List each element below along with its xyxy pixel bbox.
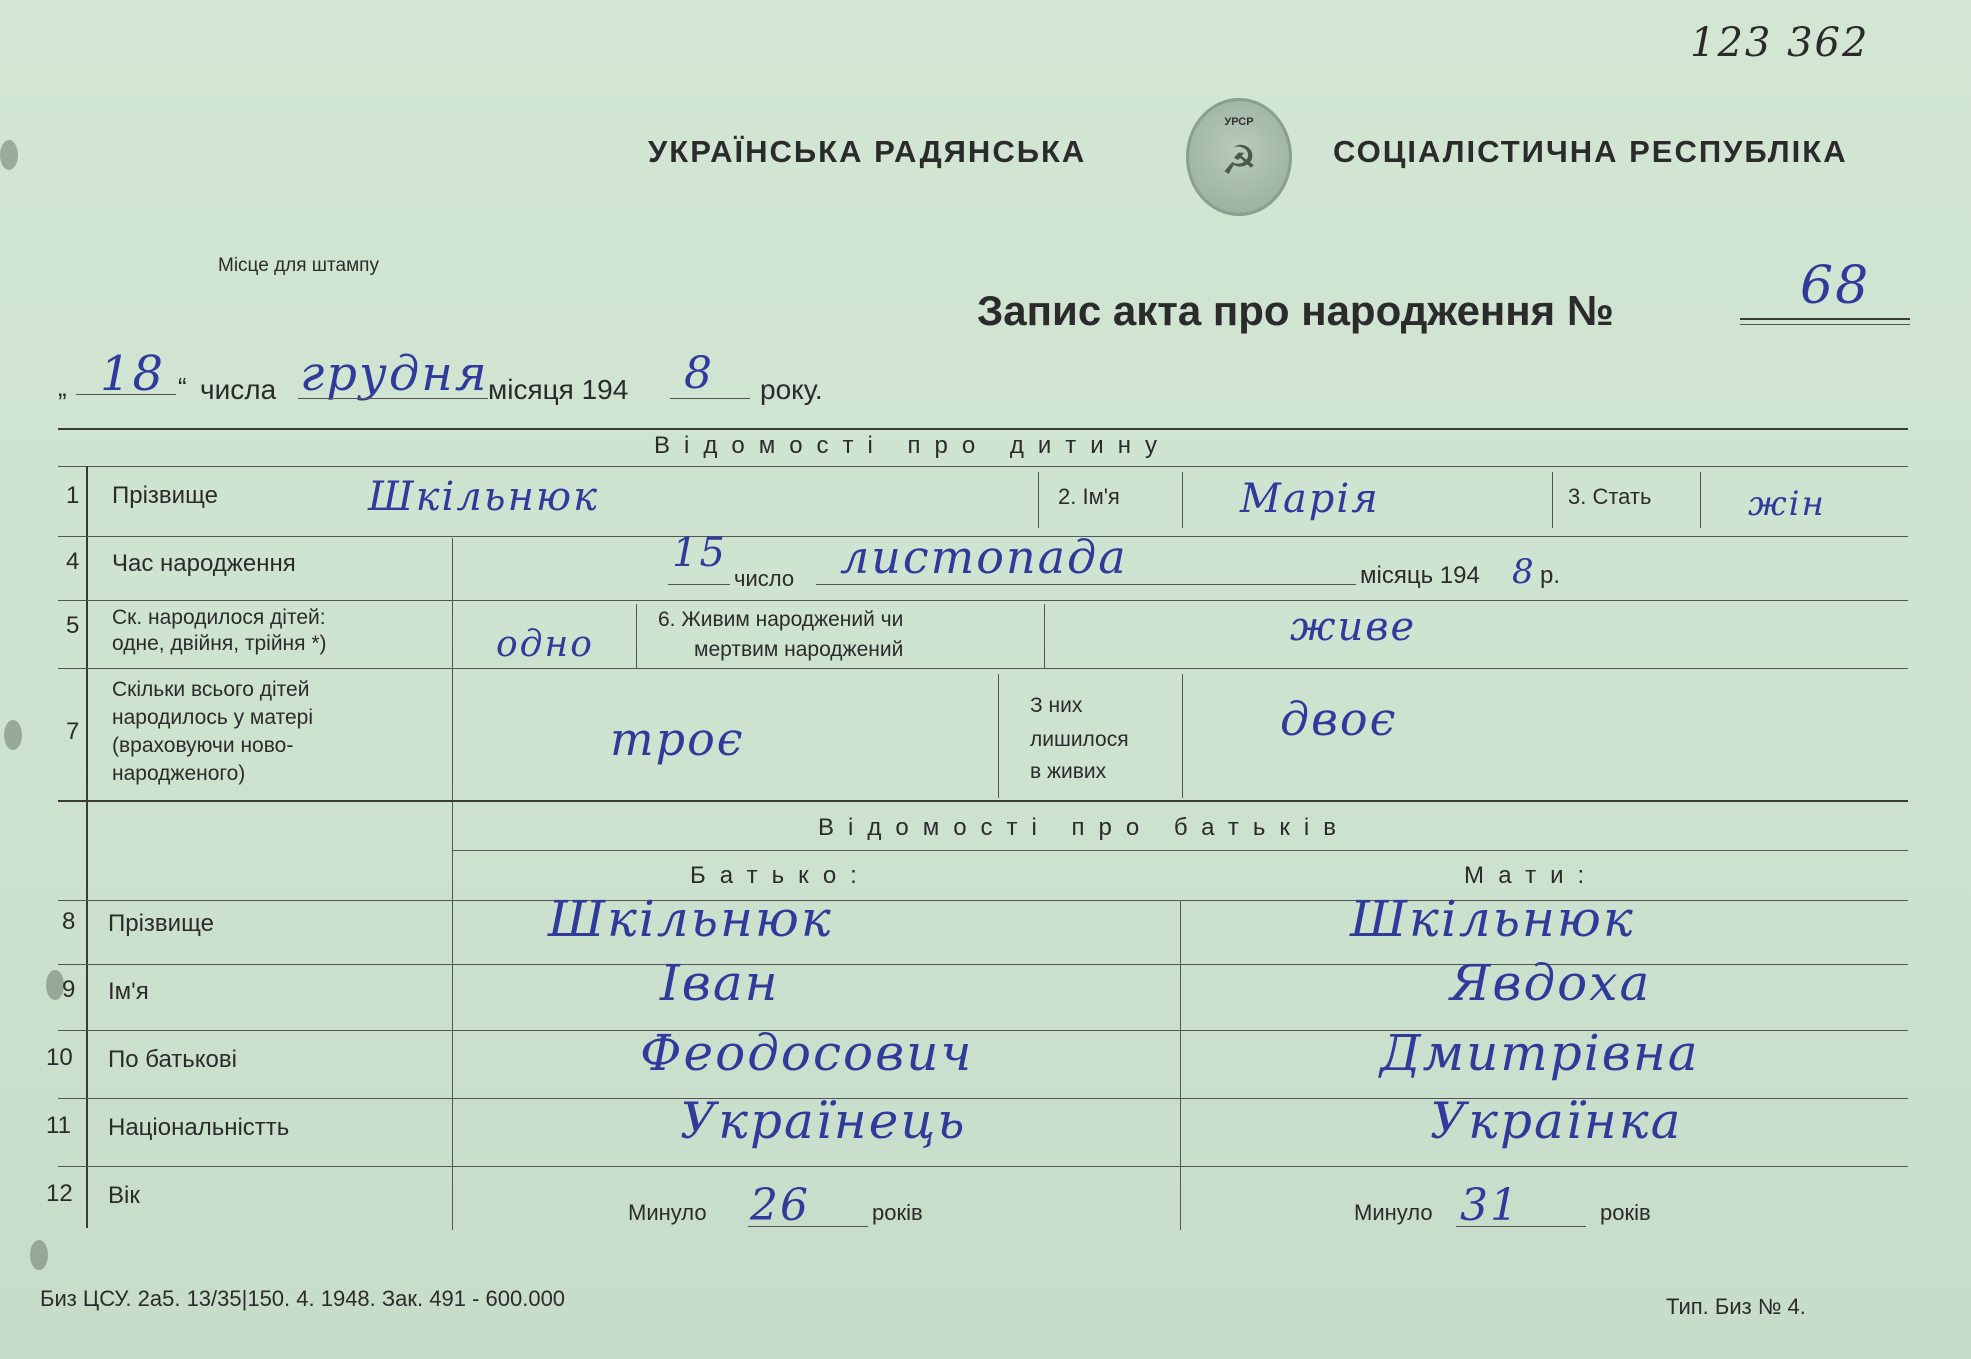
stamp-place-label: Місце для штампу [218, 255, 379, 276]
father-name: Іван [660, 954, 780, 1012]
row-number: 12 [46, 1180, 73, 1207]
section-parents-title: Відомості про батьків [818, 814, 1350, 841]
child-surname-label: Прізвище [112, 482, 218, 509]
mother-name: Явдоха [1450, 954, 1652, 1012]
child-surname-value: Шкільнюк [368, 474, 600, 520]
rule [58, 600, 1908, 601]
mother-age-ago: Минуло [1354, 1200, 1433, 1225]
col-rule [1180, 900, 1181, 1230]
parent-nationality-label: Національністть [108, 1114, 290, 1141]
col-rule [1182, 674, 1183, 798]
record-number-line [1740, 318, 1910, 320]
section-child-title: Відомості про дитину [654, 432, 1171, 459]
col-rule [1044, 604, 1045, 668]
mother-header: Мати: [1464, 862, 1599, 889]
row-number: 9 [62, 976, 76, 1003]
alive-question-1: 6. Живим народжений чи [658, 608, 904, 631]
mother-patronymic: Дмитрівна [1380, 1024, 1700, 1082]
survived-label-3: в живих [1030, 760, 1107, 783]
rule [58, 466, 1908, 467]
birth-day-value: 15 [672, 530, 727, 576]
registration-day: 18 [100, 346, 166, 402]
children-born-label-1: Ск. народилося дітей: [112, 606, 326, 629]
father-patronymic: Феодосович [640, 1024, 974, 1082]
row-number: 10 [46, 1044, 73, 1071]
alive-question-2: мертвим народжений [694, 638, 904, 661]
mother-age-years: років [1600, 1200, 1651, 1225]
day-underline [76, 394, 176, 395]
father-surname: Шкільнюк [548, 890, 833, 948]
alive-value: живе [1290, 604, 1417, 650]
footer-print-info: Биз ЦСУ. 2а5. 13/35|150. 4. 1948. Зак. 491 - 600.000 [40, 1286, 566, 1311]
registration-year-digit: 8 [684, 348, 714, 399]
col-rule [1552, 472, 1553, 528]
row-number: 7 [66, 718, 80, 745]
father-age-ago: Минуло [628, 1200, 707, 1225]
rule [58, 668, 1908, 669]
children-born-label-2: одне, двійня, трійня *) [112, 632, 327, 655]
birth-day-label: число [734, 566, 795, 591]
col-rule [998, 674, 999, 798]
col-rule [636, 604, 637, 668]
row-number: 5 [66, 612, 80, 639]
section-top-rule [58, 428, 1908, 430]
child-sex-label: 3. Стать [1568, 484, 1652, 509]
mother-age: 31 [1460, 1180, 1520, 1231]
total-children-label-3: (враховуючи ново- [112, 734, 294, 757]
page-title: Запис акта про народження № [977, 287, 1614, 334]
birth-month-value: листопада [840, 530, 1128, 584]
father-age: 26 [750, 1180, 810, 1231]
parent-name-label: Ім'я [108, 978, 149, 1005]
birth-month-label: місяць 194 [1360, 562, 1480, 589]
row-number: 8 [62, 908, 76, 935]
year-underline [670, 398, 750, 399]
birth-time-label: Час народження [112, 550, 296, 577]
total-children-label-4: народженого) [112, 762, 246, 785]
rule [58, 1166, 1908, 1167]
punch-hole [30, 1240, 48, 1270]
col-rule [1700, 472, 1701, 528]
underline [668, 584, 730, 585]
col-rule [1038, 472, 1039, 528]
month-underline [298, 398, 488, 399]
father-nationality: Українець [680, 1092, 967, 1150]
header-left: УКРАЇНСЬКА РАДЯНСЬКА [648, 134, 1087, 169]
mother-nationality: Українка [1430, 1092, 1683, 1150]
total-children-label-1: Скільки всього дітей [112, 678, 310, 701]
underline [748, 1226, 868, 1227]
archive-number: 123 362 [1690, 20, 1870, 66]
child-name-label: 2. Ім'я [1058, 484, 1120, 509]
survived-value: двоє [1280, 692, 1398, 746]
birth-year-digit: 8 [1512, 552, 1536, 592]
footer-type-info: Тип. Биз № 4. [1666, 1294, 1806, 1319]
parent-surname-label: Прізвище [108, 910, 214, 937]
underline [816, 584, 1356, 585]
rule [58, 800, 1908, 802]
survived-label-1: З них [1030, 694, 1083, 717]
label-month: місяця 194 [488, 374, 629, 405]
total-children-label-2: народилось у матері [112, 706, 313, 729]
col-rule [1182, 472, 1183, 528]
underline [1456, 1226, 1586, 1227]
punch-hole [0, 140, 18, 170]
date-open-quote: „ [58, 372, 67, 402]
label-day: числа [200, 374, 277, 405]
row-number: 4 [66, 548, 80, 575]
survived-label-2: лишилося [1030, 728, 1129, 751]
col-rule [86, 466, 88, 1228]
state-emblem: УРСР ☭ [1186, 98, 1292, 216]
col-rule [452, 538, 453, 802]
registration-month: грудня [300, 346, 489, 402]
row-number: 11 [46, 1112, 71, 1139]
child-sex-value: жін [1748, 484, 1826, 524]
father-header: Батько: [690, 862, 871, 889]
parent-patronymic-label: По батькові [108, 1046, 237, 1073]
label-year: року. [760, 374, 823, 405]
row-number: 1 [66, 482, 80, 509]
child-name-value: Марія [1240, 476, 1380, 522]
date-close-quote: “ [178, 372, 187, 402]
birth-year-tail: р. [1540, 562, 1561, 589]
record-number-line-2 [1740, 324, 1910, 325]
parent-age-label: Вік [108, 1182, 140, 1209]
mother-surname: Шкільнюк [1350, 890, 1635, 948]
rule [452, 850, 1908, 851]
record-number: 68 [1800, 256, 1871, 316]
punch-hole [4, 720, 22, 750]
header-right: СОЦІАЛІСТИЧНА РЕСПУБЛІКА [1333, 134, 1848, 169]
father-age-years: років [872, 1200, 923, 1225]
children-born-value: одно [496, 624, 594, 665]
total-children-value: троє [610, 712, 745, 766]
